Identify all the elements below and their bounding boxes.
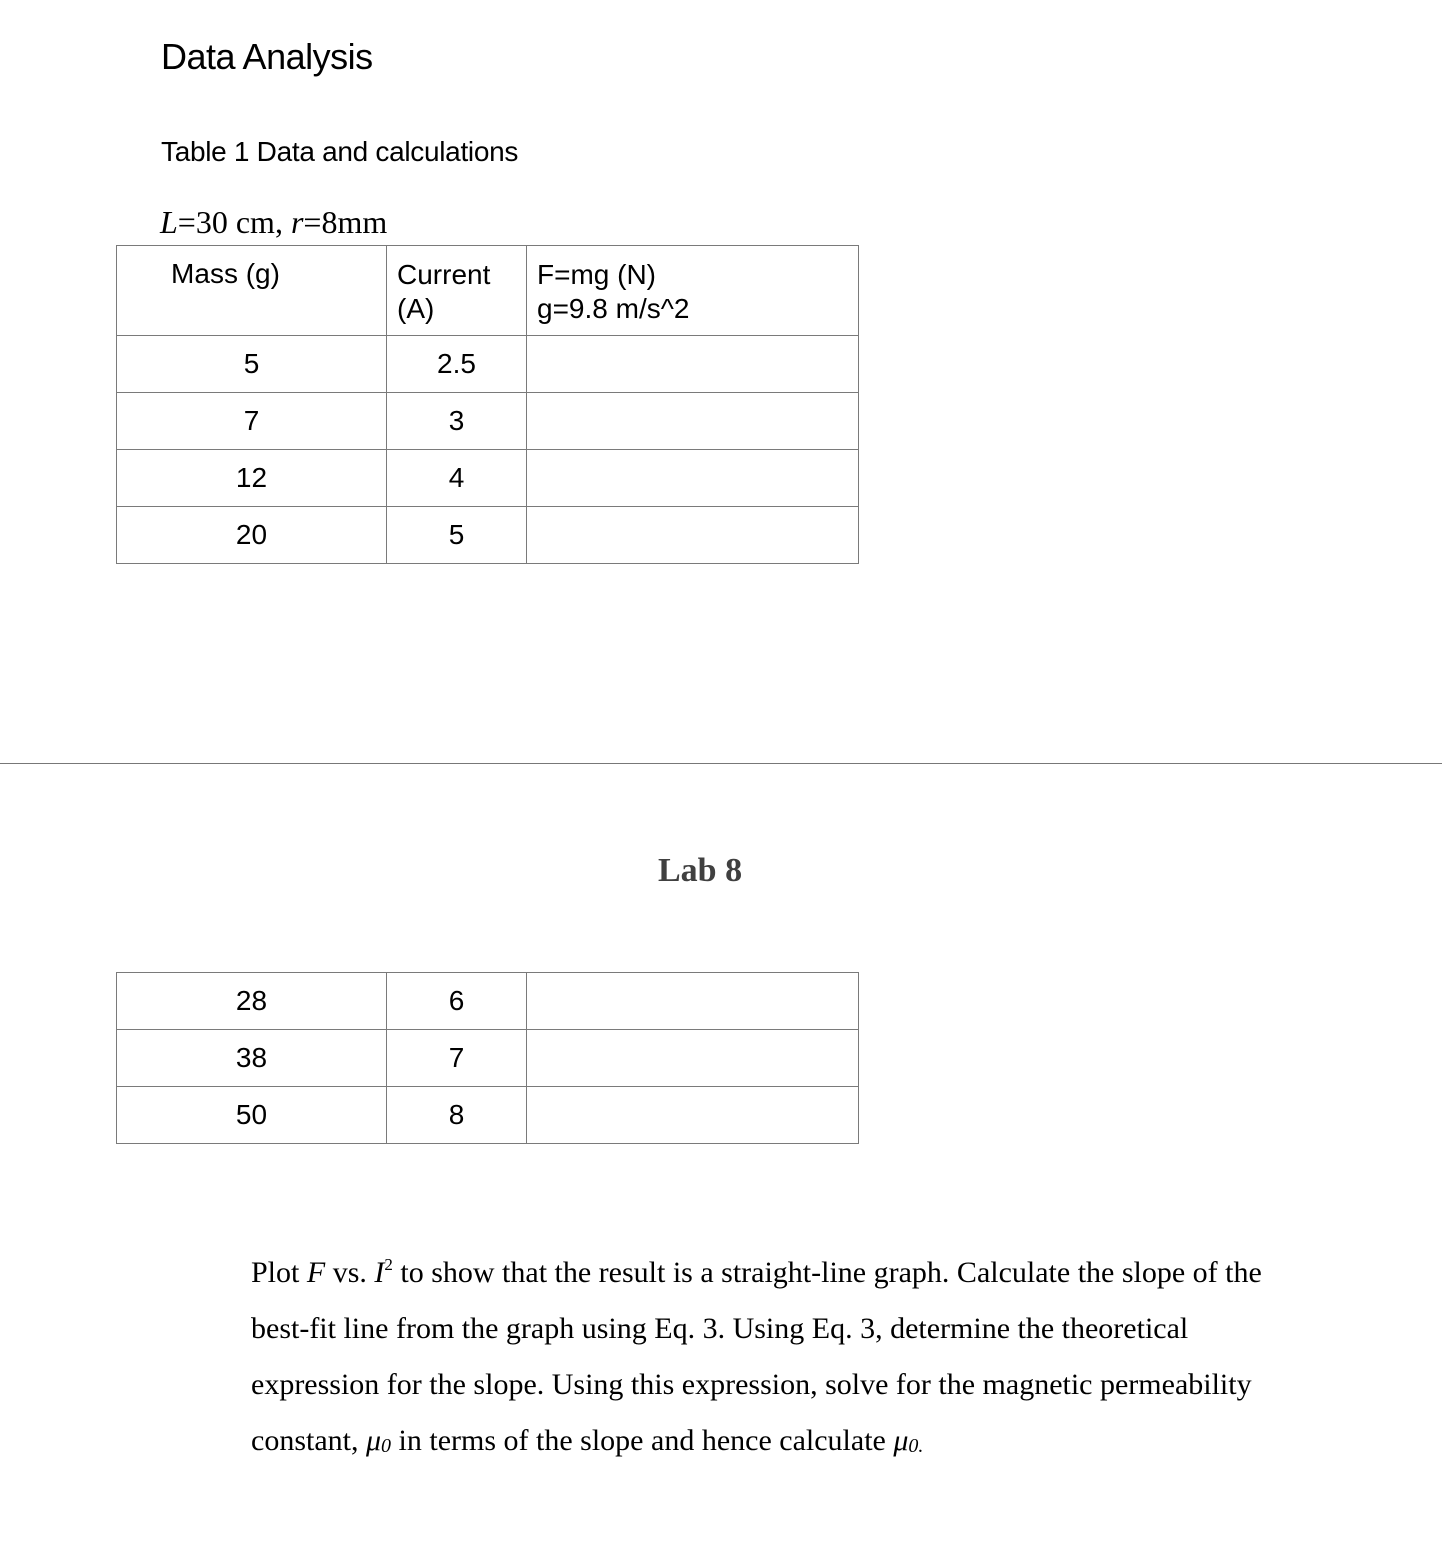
mu-subscript: 0. xyxy=(908,1435,924,1457)
force-cell[interactable] xyxy=(527,393,859,450)
force-cell[interactable] xyxy=(527,973,859,1030)
mu-symbol: μ xyxy=(365,1424,382,1457)
mass-cell: 20 xyxy=(117,507,387,564)
table-row xyxy=(117,507,859,564)
force-symbol: F xyxy=(306,1256,326,1289)
text-run: vs. xyxy=(325,1256,375,1289)
force-cell[interactable] xyxy=(527,507,859,564)
text-run: constant, xyxy=(251,1424,366,1457)
header-force-line2: g=9.8 m/s^2 xyxy=(537,293,690,324)
mass-cell: 28 xyxy=(117,973,387,1030)
header-current xyxy=(387,246,527,336)
text-run: to show that the result is a straight-line graph. Calculate the slope of the xyxy=(392,1256,1262,1289)
current-cell: 2.5 xyxy=(387,336,527,393)
table-row xyxy=(117,450,859,507)
table-row xyxy=(117,1087,859,1144)
radius-value: =8mm xyxy=(303,204,388,240)
text-run: Plot xyxy=(251,1256,307,1289)
text-run: in terms of the slope and hence calculate xyxy=(391,1424,894,1457)
instructions-line-3: expression for the slope. Using this expression, solve for the magnetic permeability xyxy=(251,1368,1252,1401)
length-value: =30 cm, xyxy=(177,204,291,240)
lab-label: Lab 8 xyxy=(658,852,743,889)
current-symbol: I xyxy=(374,1256,385,1289)
current-cell: 7 xyxy=(387,1030,527,1087)
length-symbol: L xyxy=(160,204,178,240)
mass-cell: 5 xyxy=(117,336,387,393)
data-table-part-1 xyxy=(116,245,859,564)
table-row xyxy=(117,1030,859,1087)
current-cell: 3 xyxy=(387,393,527,450)
current-cell: 6 xyxy=(387,973,527,1030)
mass-cell: 38 xyxy=(117,1030,387,1087)
header-force xyxy=(527,246,859,336)
force-cell[interactable] xyxy=(527,1087,859,1144)
table-row xyxy=(117,973,859,1030)
table-row xyxy=(117,393,859,450)
radius-symbol: r xyxy=(290,204,304,240)
force-cell[interactable] xyxy=(527,450,859,507)
table-row xyxy=(117,336,859,393)
force-cell[interactable] xyxy=(527,336,859,393)
mass-cell: 50 xyxy=(117,1087,387,1144)
mass-cell: 12 xyxy=(117,450,387,507)
instructions-line-2: best-fit line from the graph using Eq. 3. Using Eq. 3, determine the theoretical xyxy=(251,1312,1189,1345)
data-table-part-2 xyxy=(116,972,859,1144)
exponent: 2 xyxy=(384,1255,393,1274)
header-force-line1: F=mg (N) xyxy=(537,259,656,290)
current-cell: 4 xyxy=(387,450,527,507)
table-caption: Table 1 Data and calculations xyxy=(161,136,519,167)
header-current-line1: Current xyxy=(397,259,491,290)
current-cell: 8 xyxy=(387,1087,527,1144)
mu-symbol: μ xyxy=(893,1424,909,1457)
mu-subscript: 0 xyxy=(381,1435,392,1457)
force-cell[interactable] xyxy=(527,1030,859,1087)
table-parameters xyxy=(160,204,387,241)
instructions-line-1 xyxy=(251,1245,1301,1301)
current-cell: 5 xyxy=(387,507,527,564)
mass-cell: 7 xyxy=(117,393,387,450)
instructions-paragraph xyxy=(251,1245,1301,1469)
table-header-row xyxy=(117,246,859,336)
header-current-line2: (A) xyxy=(397,293,435,324)
page-title: Data Analysis xyxy=(161,36,373,77)
instructions-line-4 xyxy=(251,1413,1301,1469)
header-mass: Mass (g) xyxy=(117,246,387,336)
page-break-divider xyxy=(0,763,1442,764)
